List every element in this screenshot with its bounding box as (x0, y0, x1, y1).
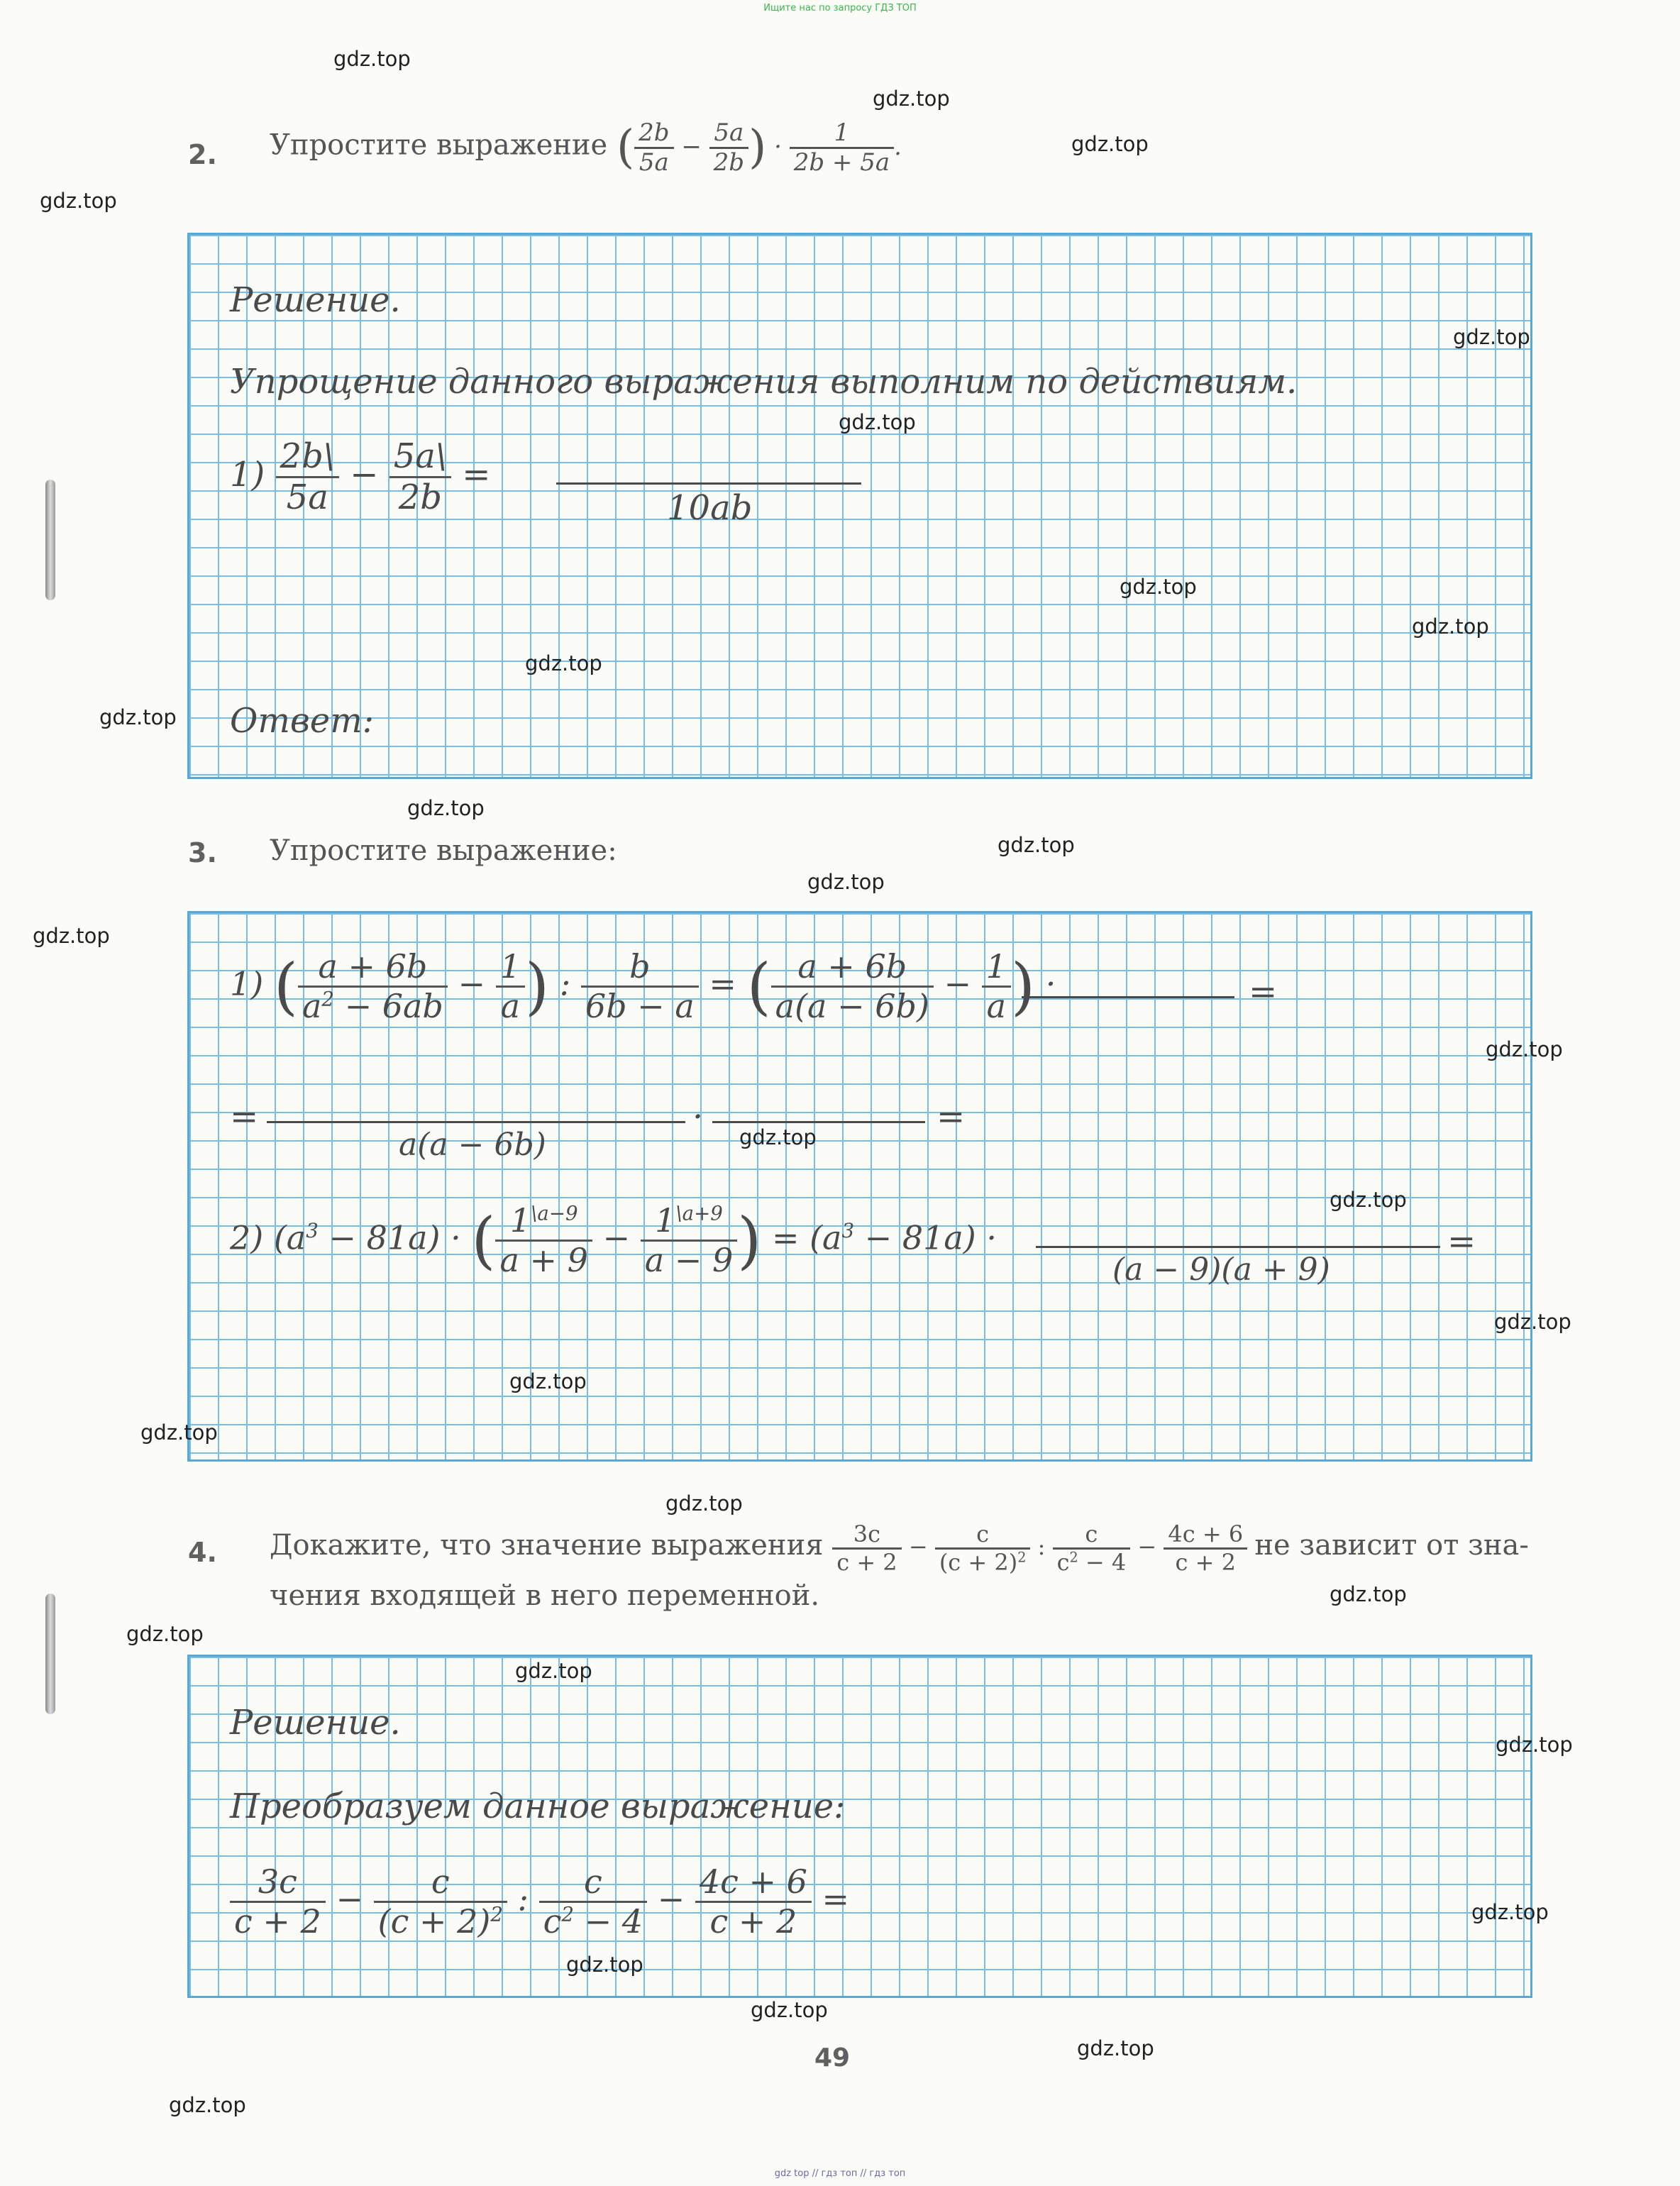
watermark: gdz.top (566, 1953, 643, 1977)
task3-step2-label: 2) (230, 1218, 264, 1257)
task3-step1-label: 1) (230, 964, 264, 1003)
watermark: gdz.top (998, 833, 1075, 857)
task4-solution-label: Решение. (230, 1703, 401, 1743)
watermark: gdz.top (333, 47, 411, 71)
staple-bottom (45, 1594, 55, 1714)
page-number: 49 (814, 2043, 851, 2072)
watermark: gdz.top (1120, 575, 1197, 599)
task3-step1: 1) ( $\frac{a + 6b}{a^2 - 6ab}$ − $\frac{1}{a}$ ) : $\frac{b}{6b - a}$ = ( $\frac{a + 6b}{a(a - 6b)}$ − $\frac{1}{a}$ ) · (230, 947, 1056, 1025)
task3-step1-bar (1022, 996, 1234, 998)
watermark: gdz.top (839, 410, 916, 434)
task4-tail: не зависит от зна- (1254, 1528, 1529, 1562)
task2-frac-2: $\frac{5a\backslash}{2b}$ (389, 437, 451, 517)
task2-denominator: 10ab (667, 488, 753, 528)
task2-expression: ( $\frac{2b}{5a}$ − $\frac{5a}{2b}$ ) · $\frac{1}{2b + 5a}$ . (616, 118, 902, 177)
task4-text-line2: чения входящей в него переменной. (270, 1579, 820, 1612)
watermark: gdz.top (1494, 1310, 1571, 1334)
watermark: gdz.top (169, 2093, 246, 2117)
header-note: Ищите нас по запросу ГДЗ ТОП (763, 3, 917, 13)
task3-step1-eq: = (1249, 972, 1278, 1012)
watermark: gdz.top (515, 1659, 592, 1683)
footer-note: gdz top // гдз топ // гдз топ (774, 2168, 906, 2179)
watermark: gdz.top (126, 1622, 204, 1646)
watermark: gdz.top (509, 1369, 587, 1393)
watermark: gdz.top (1330, 1582, 1407, 1606)
watermark: gdz.top (1471, 1900, 1549, 1924)
task3-step2-eq: = (1447, 1222, 1476, 1262)
watermark: gdz.top (739, 1125, 817, 1149)
watermark: gdz.top (525, 651, 602, 675)
task3-text: Упростите выражение: (270, 834, 617, 867)
task2-fraction-bar (556, 482, 861, 485)
task2-prompt: Упростите выражение (270, 128, 608, 162)
watermark: gdz.top (407, 796, 485, 820)
watermark: gdz.top (1412, 614, 1489, 639)
task3-cont-bar (267, 1121, 685, 1123)
task4-number: 4. (188, 1537, 217, 1568)
watermark: gdz.top (1453, 325, 1530, 349)
task3-denominator1: a(a − 6b) (399, 1127, 546, 1163)
task4-text-line1 (270, 1521, 1529, 1576)
task2-plan: Упрощение данного выражения выполним по действиям. (230, 362, 1298, 402)
task2-text (270, 119, 902, 177)
task4-expression-hw: $\frac{3c}{c + 2}$ − $\frac{c}{(c + 2)^2}$ : $\frac{c}{c^2 - 4}$ − $\frac{4c + 6}{c + 2}$ = (230, 1863, 849, 1941)
watermark: gdz.top (1486, 1037, 1563, 1061)
task2-frac-1: $\frac{2b\backslash}{5a}$ (276, 437, 339, 517)
watermark: gdz.top (751, 1998, 828, 2022)
staple-top (45, 480, 55, 600)
task3-cont-eq-2: = (936, 1097, 966, 1137)
task3-cont-bar-2 (712, 1121, 925, 1123)
task4-prompt: Докажите, что значение выражения (270, 1528, 824, 1562)
watermark: gdz.top (1330, 1188, 1407, 1212)
task2-step1: 1) $\frac{2b\backslash}{5a}$ − $\frac{5a\backslash}{2b}$ = (230, 436, 491, 518)
watermark: gdz.top (33, 924, 110, 948)
task2-solution-label: Решение. (230, 280, 401, 320)
watermark: gdz.top (1071, 132, 1149, 156)
task3-number: 3. (188, 837, 217, 868)
task3-step2: 2) $(a^3 - 81a)$ · ( $\frac{1^{\backslash a-9}}{a + 9}$ − $\frac{1^{\backslash a+9}}{a - 9}$ ) = $(a^3 - 81a)$ · (230, 1201, 997, 1279)
watermark: gdz.top (40, 189, 117, 213)
watermark: gdz.top (807, 870, 885, 894)
watermark: gdz.top (1496, 1733, 1573, 1757)
watermark: gdz.top (665, 1491, 743, 1516)
task2-step1-label: 1) (230, 455, 265, 495)
watermark: gdz.top (873, 87, 950, 111)
task3-cont-dot: · (692, 1097, 704, 1137)
task2-answer-label: Ответ: (230, 701, 374, 741)
task2-number: 2. (188, 139, 217, 170)
task4-expression: $\frac{3c}{c + 2}$ − $\frac{c}{(c + 2)^2}$ : $\frac{c}{c^2 - 4}$ − $\frac{4c + 6}{c + 2}$ (832, 1533, 1254, 1560)
task3-step2-bar (1036, 1246, 1440, 1248)
task3-cont-eq: = (230, 1097, 259, 1137)
watermark: gdz.top (1077, 2036, 1154, 2060)
watermark: gdz.top (99, 705, 177, 729)
watermark: gdz.top (140, 1420, 218, 1445)
task3-denominator2: (a − 9)(a + 9) (1112, 1252, 1330, 1288)
task4-plan: Преобразуем данное выражение: (230, 1787, 846, 1826)
